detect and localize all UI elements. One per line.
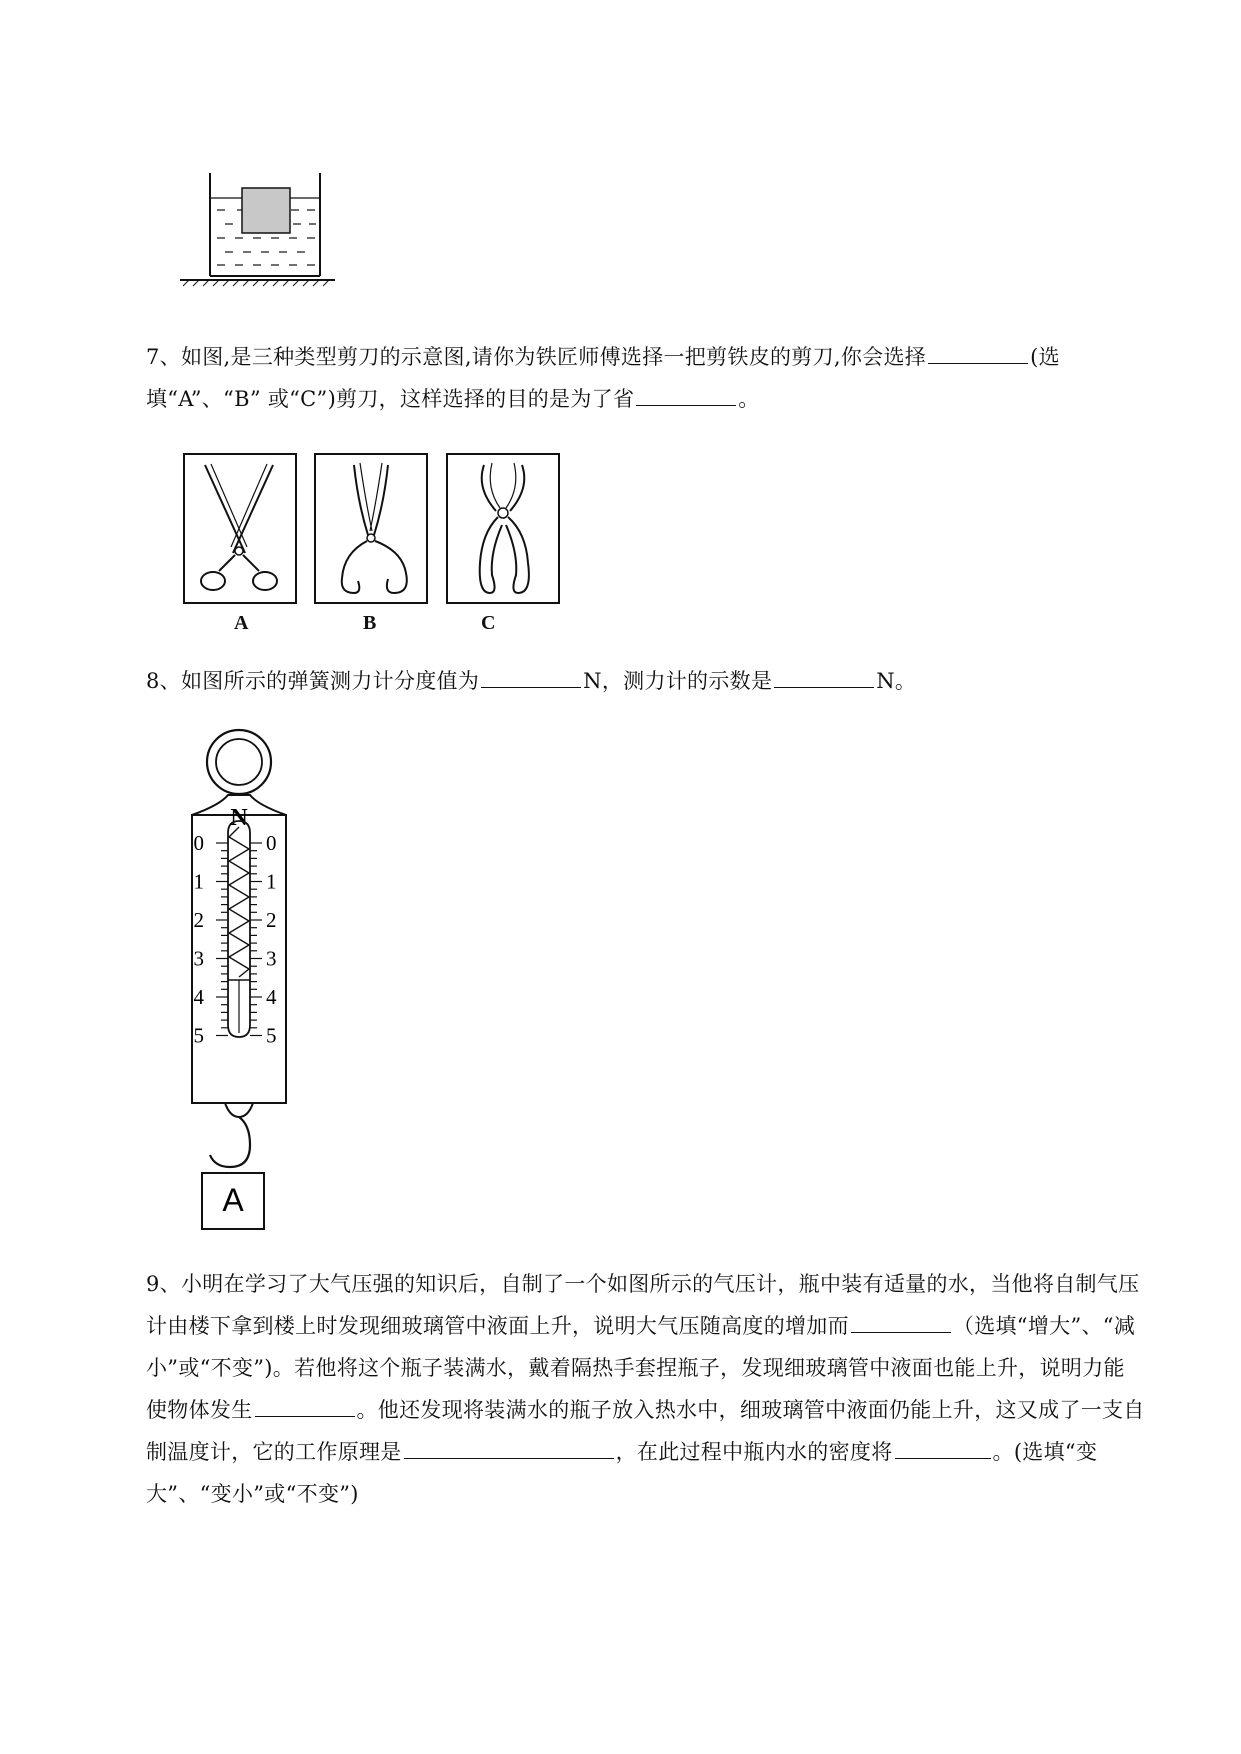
answer-blank-9b[interactable] [255,1394,355,1417]
scale-tick-label: 0 [266,831,277,855]
scale-tick-label: 2 [266,908,277,932]
scale-labels [194,831,278,1048]
scale-tick-label: 5 [193,1023,204,1048]
scale-tick-label: 1 [193,869,204,894]
answer-blank-8b[interactable] [774,665,874,688]
scissors-a-figure [183,453,297,604]
container-block-figure [175,168,335,290]
scissors-b-figure [314,453,428,604]
scale-tick-label: 0 [193,831,204,855]
scissors-c-figure [446,453,560,604]
answer-blank-9a[interactable] [851,1310,951,1333]
question-8: 8、如图所示的弹簧测力计分度值为 N，测力计的示数是 N。 [146,660,1146,702]
answer-blank-9d[interactable] [895,1436,991,1459]
scissors-label-c: C [481,612,496,634]
scale-tick-label: 4 [266,985,277,1009]
spring-scale-figure [180,725,300,1235]
scale-tick-label: 3 [193,946,204,971]
answer-blank-9c[interactable] [404,1436,614,1459]
answer-blank-7b[interactable] [636,383,736,406]
scale-tick-label: 1 [266,869,277,894]
scale-tick-label: 4 [193,985,204,1009]
question-7: 7、如图,是三种类型剪刀的示意图,请你为铁匠师傅选择一把剪铁皮的剪刀,你会选择 (选填“A”、“B” 或“C”)剪刀，这样选择的目的是为了省 。 [146,336,1146,420]
scissors-label-a: A [234,612,249,634]
scissors-label-b: B [363,612,377,634]
object-label: A [222,1182,244,1218]
question-9: 9、小明在学习了大气压强的知识后，自制了一个如图所示的气压计，瓶中装有适量的水，当他将自制气压计由楼下拿到楼上时发现细玻璃管中液面上升，说明大气压随高度的增加而 （选填“增大”、“减小”或“不变”)。若他将这个瓶子装满水，戴着隔热手套捏瓶子，发现细玻璃管中液面也能上升，说明力能使物体发生 。他还发现将装满水的瓶子放入热水中，细玻璃管中液面仍能上升，这又成了一支自制温度计，它的工作原理是 ，在此过程中瓶内水的密度将 。(选填“变大”、“变小”或“不变”) [146,1272,1145,1506]
answer-blank-8a[interactable] [481,665,581,688]
unit-label: N [230,805,248,831]
answer-blank-7a[interactable] [928,341,1028,364]
scale-tick-label: 5 [266,1023,277,1048]
scale-tick-label: 3 [266,946,277,971]
scale-tick-label: 2 [193,908,204,932]
